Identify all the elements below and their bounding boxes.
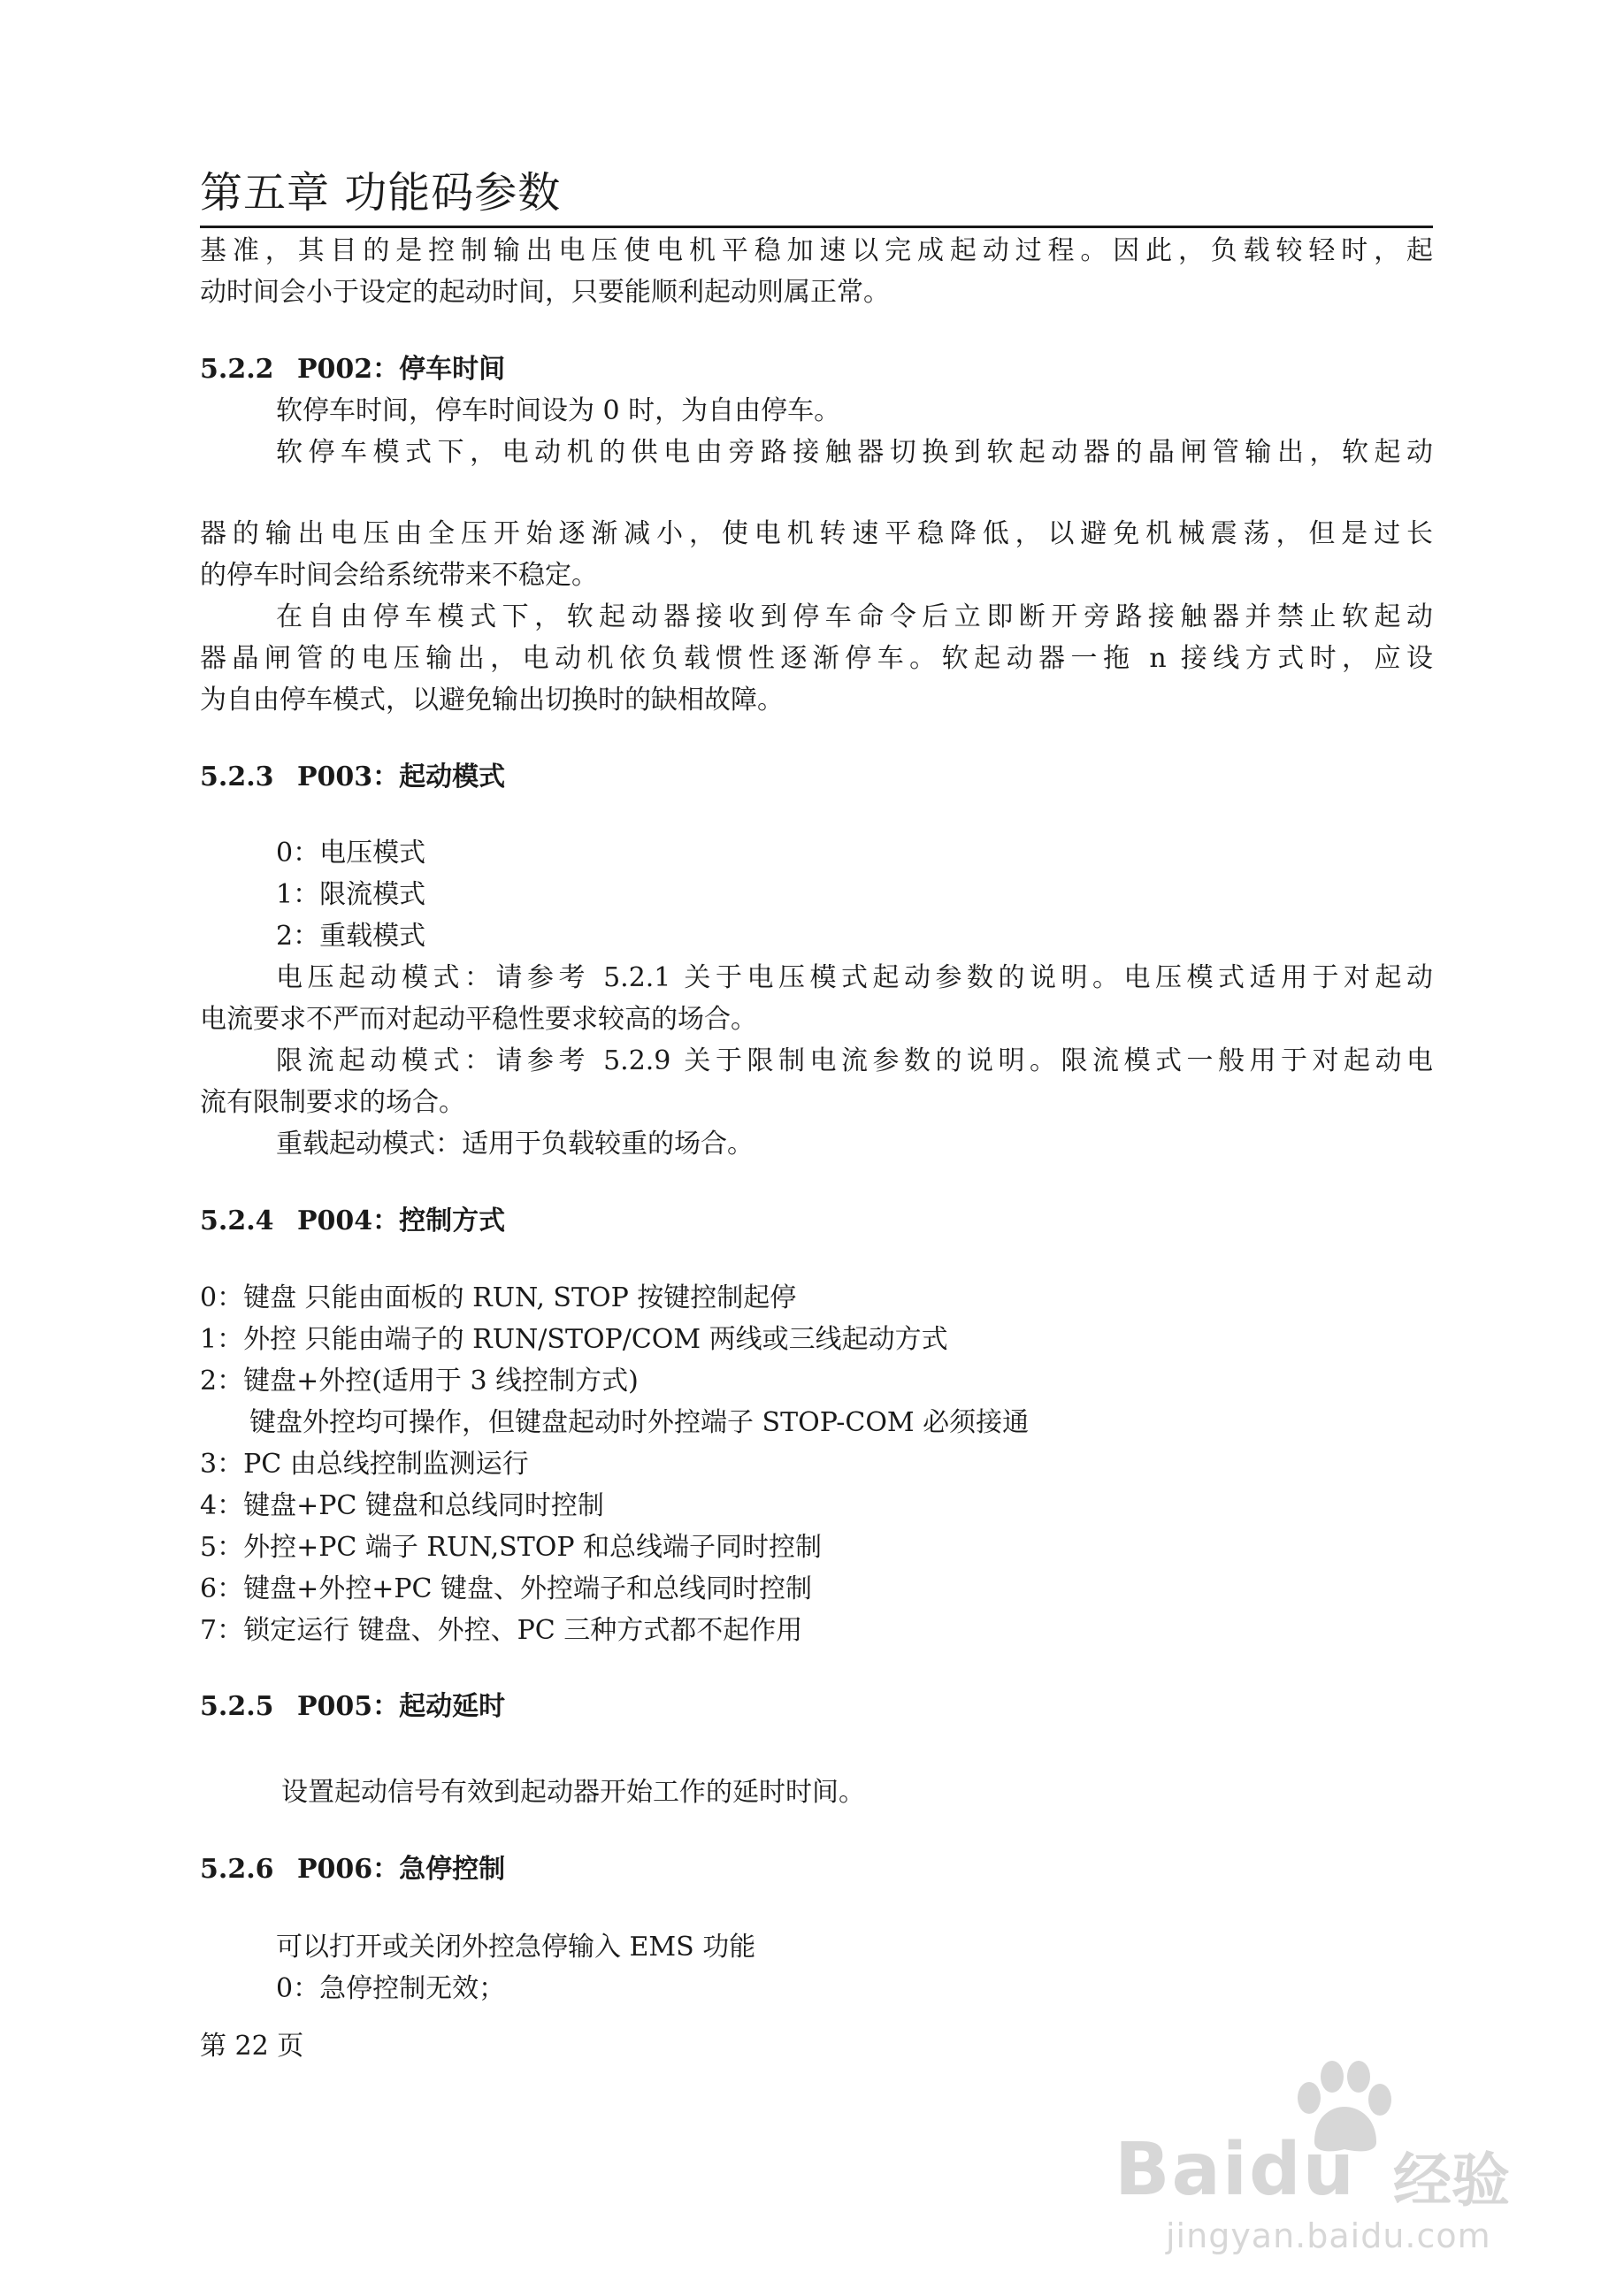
watermark-brand-text: Bai [1115,2128,1249,2212]
s523-line-8: 重载起动模式：适用于负载较重的场合。 [276,1129,754,1159]
header-rule [200,226,1433,228]
intro-line-1: 基准，其目的是控制输出电压使电机平稳加速以完成起动过程。因此，负载较轻时，起 [200,235,1433,266]
section-heading-525 [200,1688,505,1726]
s522-line-3: 器的输出电压由全压开始逐渐减小，使电机转速平稳降低，以避免机械震荡，但是过长 [200,518,1433,549]
s524-line-1: 0：键盘 只能由面板的 RUN, STOP 按键控制起停 [200,1282,797,1313]
s522-line-4: 的停车时间会给系统带来不稳定。 [200,560,598,591]
s523-line-2: 1：限流模式 [276,879,426,910]
section-heading-523 [200,758,505,797]
section-heading-526 [200,1850,505,1889]
s524-line-2: 1：外控 只能由端子的 RUN/STOP/COM 两线或三线起动方式 [200,1324,948,1355]
s522-line-6: 器晶闸管的电压输出，电动机依负载惯性逐渐停车。软起动器一拖 n 接线方式时，应设 [200,643,1433,674]
s522-line-7: 为自由停车模式，以避免输出切换时的缺相故障。 [200,685,784,716]
s526-line-1: 可以打开或关闭外控急停输入 EMS 功能 [276,1932,756,1963]
section-title: P005：起动延时 [297,1691,506,1722]
watermark-brand-text-2: du [1248,2128,1357,2212]
watermark-jingyan: 经验 [1393,2147,1510,2215]
s522-line-1: 软停车时间，停车时间设为 0 时，为自由停车。 [276,395,841,426]
section-number: 5.2.2 [200,354,274,385]
baidu-jingyan-watermark [1115,2061,1530,2255]
s524-line-5: 3：PC 由总线控制监测运行 [200,1449,529,1480]
section-number: 5.2.3 [200,762,274,792]
section-heading-524 [200,1202,505,1241]
s523-line-7: 流有限制要求的场合。 [200,1087,465,1118]
s522-line-5: 在自由停车模式下，软起动器接收到停车命令后立即断开旁路接触器并禁止软起动 [276,601,1433,632]
section-title: P003：起动模式 [297,762,506,792]
section-title: P002：停车时间 [297,354,506,385]
s525-line-1: 设置起动信号有效到起动器开始工作的延时时间。 [281,1777,865,1808]
s524-line-7: 5：外控+PC 端子 RUN,STOP 和总线端子同时控制 [200,1532,823,1563]
intro-line-2: 动时间会小于设定的起动时间，只要能顺利起动则属正常。 [200,277,890,308]
s523-line-6: 限流起动模式：请参考 5.2.9 关于限制电流参数的说明。限流模式一般用于对起动电 [276,1045,1433,1076]
s524-line-8: 6：键盘+外控+PC 键盘、外控端子和总线同时控制 [200,1573,813,1604]
section-number: 5.2.5 [200,1691,274,1722]
s524-line-3: 2：键盘+外控(适用于 3 线控制方式) [200,1366,639,1397]
page-number: 第 22 页 [200,2031,304,2062]
s524-line-6: 4：键盘+PC 键盘和总线同时控制 [200,1490,604,1521]
s523-line-4: 电压起动模式：请参考 5.2.1 关于电压模式起动参数的说明。电压模式适用于对起动 [276,962,1433,993]
chapter-title: 第五章 功能码参数 [200,168,562,218]
s526-line-2: 0：急停控制无效； [276,1973,506,2004]
s524-line-9: 7：锁定运行 键盘、外控、PC 三种方式都不起作用 [200,1615,803,1646]
section-number: 5.2.6 [200,1854,274,1885]
watermark-brand [1115,2128,1356,2212]
section-heading-522 [200,350,505,389]
section-title: P004：控制方式 [297,1205,506,1236]
section-title: P006：急停控制 [297,1854,506,1885]
s523-line-5: 电流要求不严而对起动平稳性要求较高的场合。 [200,1004,757,1035]
s524-line-4: 键盘外控均可操作，但键盘起动时外控端子 STOP-COM 必须接通 [249,1407,1030,1438]
s523-line-3: 2：重载模式 [276,921,426,952]
watermark-url: jingyan.baidu.com [1166,2216,1491,2255]
s523-line-1: 0：电压模式 [276,838,426,869]
s522-line-2: 软停车模式下，电动机的供电由旁路接触器切换到软起动器的晶闸管输出，软起动 [276,437,1433,468]
section-number: 5.2.4 [200,1205,274,1236]
